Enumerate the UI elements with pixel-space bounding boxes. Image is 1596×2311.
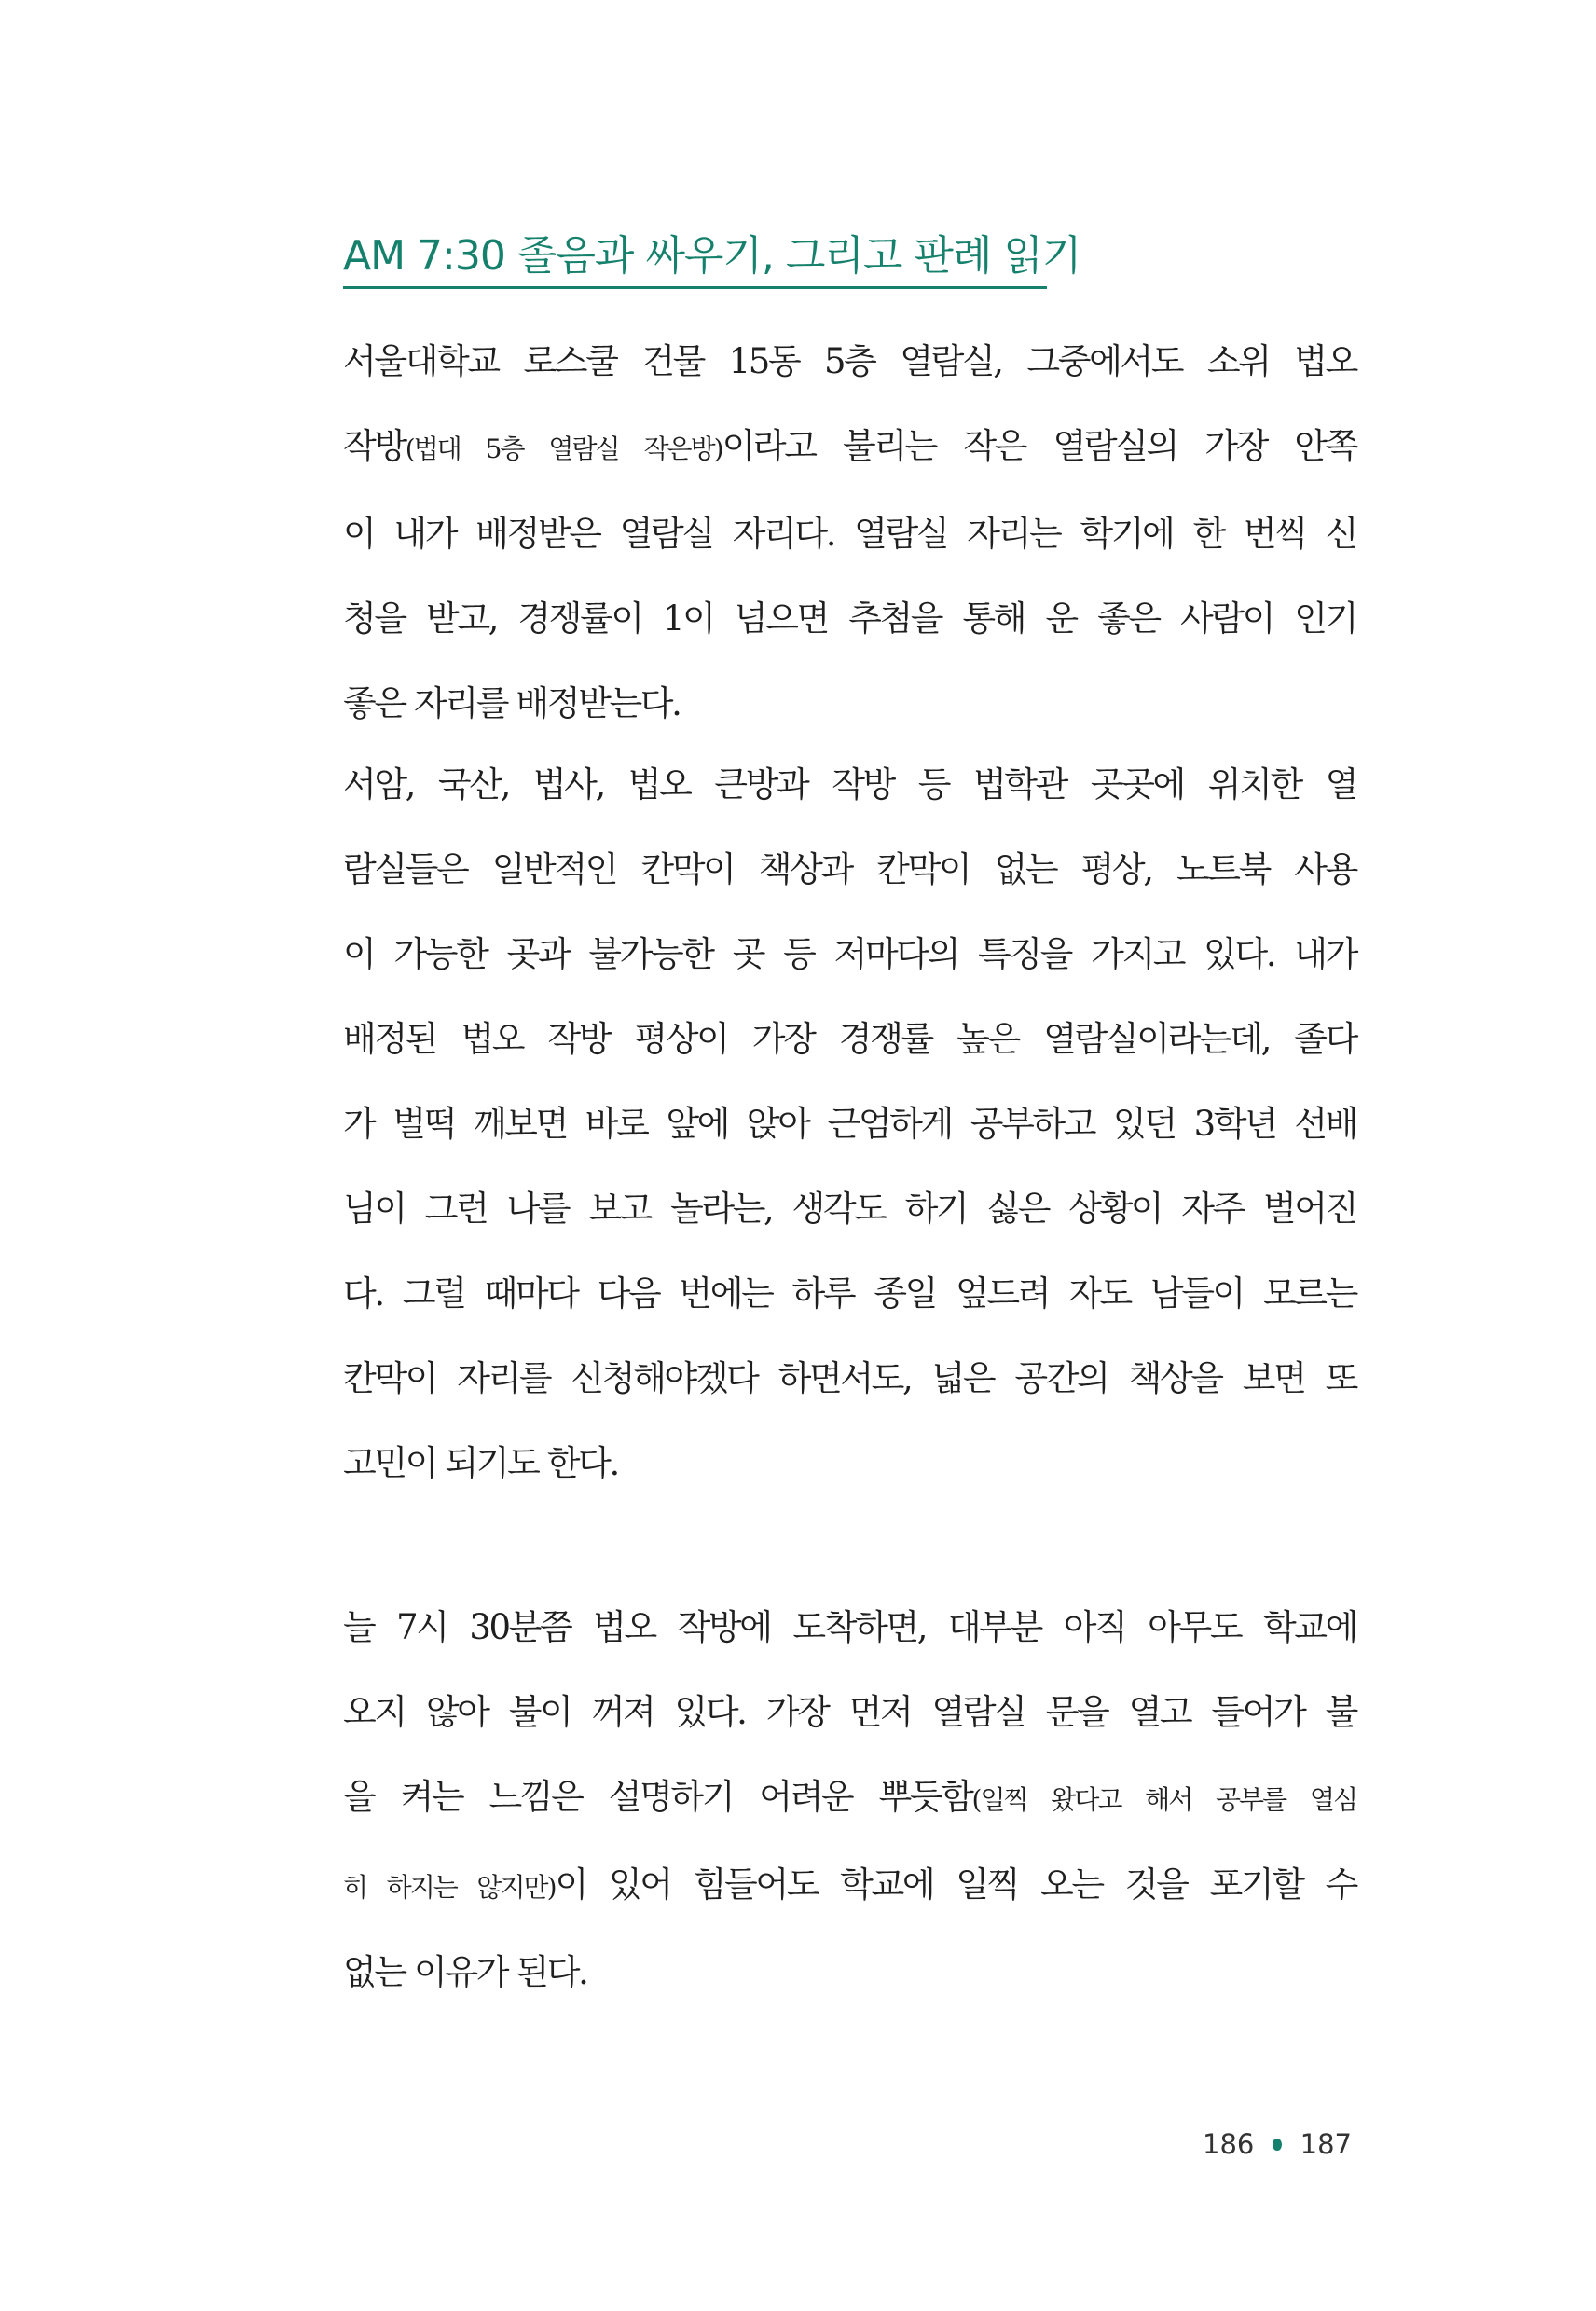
paragraph-1 [308, 319, 1356, 746]
text-line: 가 벌떡 깨보면 바로 앞에 앉아 근엄하게 공부하고 있던 3학년 선배 [343, 1104, 1356, 1144]
text-line: 없는 이유가 된다. [343, 1952, 587, 1992]
parenthetical-note: (일찍 왔다고 해서 공부를 열심 [971, 1784, 1357, 1815]
text-line: 서암, 국산, 법사, 법오 큰방과 작방 등 법학관 곳곳에 위치한 열 [343, 764, 1356, 805]
text-line: 늘 7시 30분쯤 법오 작방에 도착하면, 대부분 아직 아무도 학교에 [343, 1607, 1356, 1647]
paragraph-3 [308, 1585, 1356, 2015]
text-line: 서울대학교 로스쿨 건물 15동 5층 열람실, 그중에서도 소위 법오 [343, 341, 1356, 381]
text-line: 다. 그럴 때마다 다음 번에는 하루 종일 엎드려 자도 남들이 모르는 [343, 1273, 1356, 1314]
paragraph-2 [308, 742, 1356, 1506]
text-line: 배정된 법오 작방 평상이 가장 경쟁률 높은 열람실이라는데, 졸다 [343, 1019, 1356, 1059]
text-line: 이 가능한 곳과 불가능한 곳 등 저마다의 특징을 가지고 있다. 내가 [343, 934, 1356, 974]
separator-dot-icon [1273, 2139, 1281, 2151]
text-line-part: 이라고 불리는 작은 열람실의 가장 안쪽 [722, 426, 1357, 466]
text-line-part: 작방 [343, 426, 406, 466]
text-line: 이 내가 배정받은 열람실 자리다. 열람실 자리는 학기에 한 번씩 신 [343, 514, 1356, 554]
page-numbers [1203, 2125, 1352, 2163]
right-page-number: 187 [1300, 2128, 1352, 2160]
heading-underline [343, 286, 1047, 289]
text-line: 고민이 되기도 한다. [343, 1443, 618, 1483]
text-line: 칸막이 자리를 신청해야겠다 하면서도, 넓은 공간의 책상을 보면 또 [343, 1358, 1356, 1398]
text-line [308, 1754, 1356, 1842]
section-heading: AM 7:30 졸음과 싸우기, 그리고 판례 읽기 [343, 232, 1081, 280]
text-line-part: 이 있어 힘들어도 학교에 일찍 오는 것을 포기할 수 [555, 1864, 1357, 1905]
text-line: 청을 받고, 경쟁률이 1이 넘으면 추첨을 통해 운 좋은 사람이 인기 [343, 598, 1356, 639]
text-line: 좋은 자리를 배정받는다. [343, 683, 681, 723]
text-line: 람실들은 일반적인 칸막이 책상과 칸막이 없는 평상, 노트북 사용 [343, 849, 1356, 889]
text-line [308, 404, 1356, 491]
text-line: 오지 않아 불이 꺼져 있다. 가장 먼저 열람실 문을 열고 들어가 불 [343, 1692, 1356, 1732]
parenthetical-note: 히 하지는 않지만) [343, 1872, 556, 1903]
text-line-part: 을 켜는 느낌은 설명하기 어려운 뿌듯함 [343, 1777, 972, 1817]
text-line [308, 1842, 1356, 1930]
text-line: 님이 그런 나를 보고 놀라는, 생각도 하기 싫은 상황이 자주 벌어진 [343, 1189, 1356, 1229]
parenthetical-note: (법대 5층 열람실 작은방) [405, 433, 722, 464]
left-page-number: 186 [1203, 2128, 1255, 2160]
